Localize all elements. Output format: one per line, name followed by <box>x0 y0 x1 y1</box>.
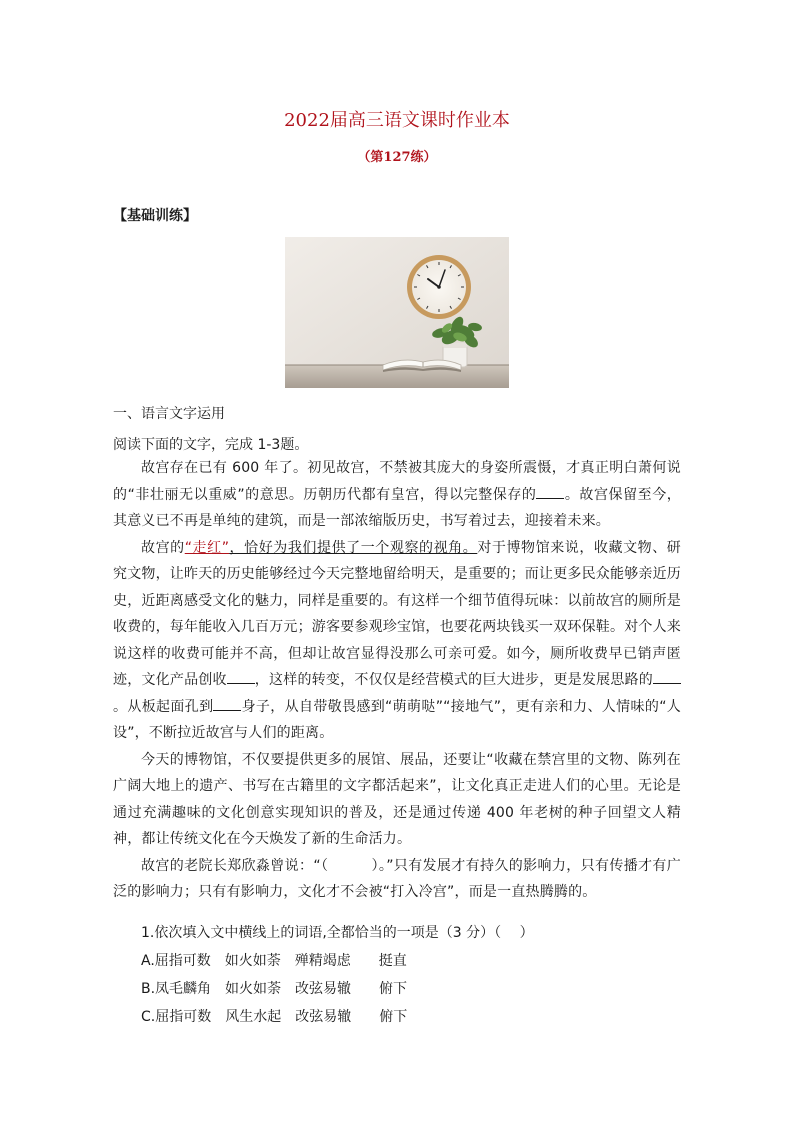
option-a: A.屈指可数 如火如荼 殚精竭虑 挺直 <box>141 953 407 969</box>
p1-text-b: 。故宫保留至今，其意义已不再是单纯的建筑，而是一部浓缩版历史，书写着过去，迎接着未来。 <box>113 486 681 529</box>
clock-plant-book-photo-icon <box>285 237 509 388</box>
page-title: 2022届高三语文课时作业本 <box>284 110 510 131</box>
p2-text-b: 对于博物馆来说，收藏文物、研究文物，让昨天的历史能够经过今天完整地留给明天，是重要的；而让更多民众能够亲近历史，近距离感受文化的魅力，同样是重要的。有这样一个细节值得玩味：以前故宫的厕所是收费的，每年能收入几百万元；游客要参观珍宝馆，也要花两块钱买一双环保鞋。对个人来说这样的收费可能并不高，但却让故宫显得没那么可亲可爱。如今，厕所收费早已销声匿迹，文化产品创收 <box>113 539 681 688</box>
section-label: 【基础训练】 <box>113 208 197 224</box>
option-c: C.屈指可数 风生水起 改弦易辙 俯下 <box>141 1009 408 1025</box>
part-heading: 一、语言文字运用 <box>113 406 225 422</box>
blank-3 <box>653 669 681 684</box>
p2-text-e: 身子，从自带敬畏感到“萌萌哒”“接地气”，更有亲和力、人情味的“人设”，不断拉近故宫与人们的距离。 <box>113 698 681 741</box>
blank-1 <box>536 484 564 499</box>
question-1-stem: 1.依次填入文中横线上的词语,全都恰当的一项是（3 分）（ ） <box>141 925 534 941</box>
p1-text-a: 故宫存在已有 600 年了。初见故宫，不禁被其庞大的身姿所震慑，才真正明白萧何说的“非壮丽无以重威”的意思。历朝历代都有皇宫，得以完整保存的 <box>113 460 681 503</box>
passage-paragraph-4: 故宫的老院长郑欣淼曾说：“（ ）。”只有发展才有持久的影响力，只有传播才有广泛的影响力；只有有影响力，文化才不会被“打入冷宫”，而是一直热腾腾的。 <box>113 857 681 900</box>
blank-4 <box>213 696 241 711</box>
reading-instruction: 阅读下面的文字，完成 1-3题。 <box>113 437 309 453</box>
passage-paragraph-3: 今天的博物馆，不仅要提供更多的展馆、展品，还要让“收藏在禁宫里的文物、陈列在广阔大地上的遗产、书写在古籍里的文字都活起来”，让文化真正走进人们的心里。无论是通过充满趣味的文化创意实现知识的普及，还是通过传递 400 年老树的种子回望文人精神，都让传统文化在今天焕发了新的生命活力。 <box>113 751 681 847</box>
passage <box>113 455 681 906</box>
page-subtitle: （第127练） <box>357 150 437 165</box>
blank-2 <box>227 669 255 684</box>
p2-text-c: ，这样的转变，不仅仅是经营模式的巨大进步，更是发展思路的 <box>254 672 653 688</box>
p2-text-a: 故宫的 <box>141 539 185 556</box>
p2-underlined: ，恰好为我们提供了一个观察的视角。 <box>229 539 478 556</box>
p2-text-d: 。从板起面孔到 <box>113 698 214 715</box>
p2-highlight: “走红” <box>184 539 230 556</box>
illustration-photo <box>285 237 509 388</box>
passage-paragraph-2 <box>113 535 681 747</box>
passage-paragraph-1 <box>113 455 681 535</box>
option-b: B.凤毛麟角 如火如荼 改弦易辙 俯下 <box>141 981 408 997</box>
